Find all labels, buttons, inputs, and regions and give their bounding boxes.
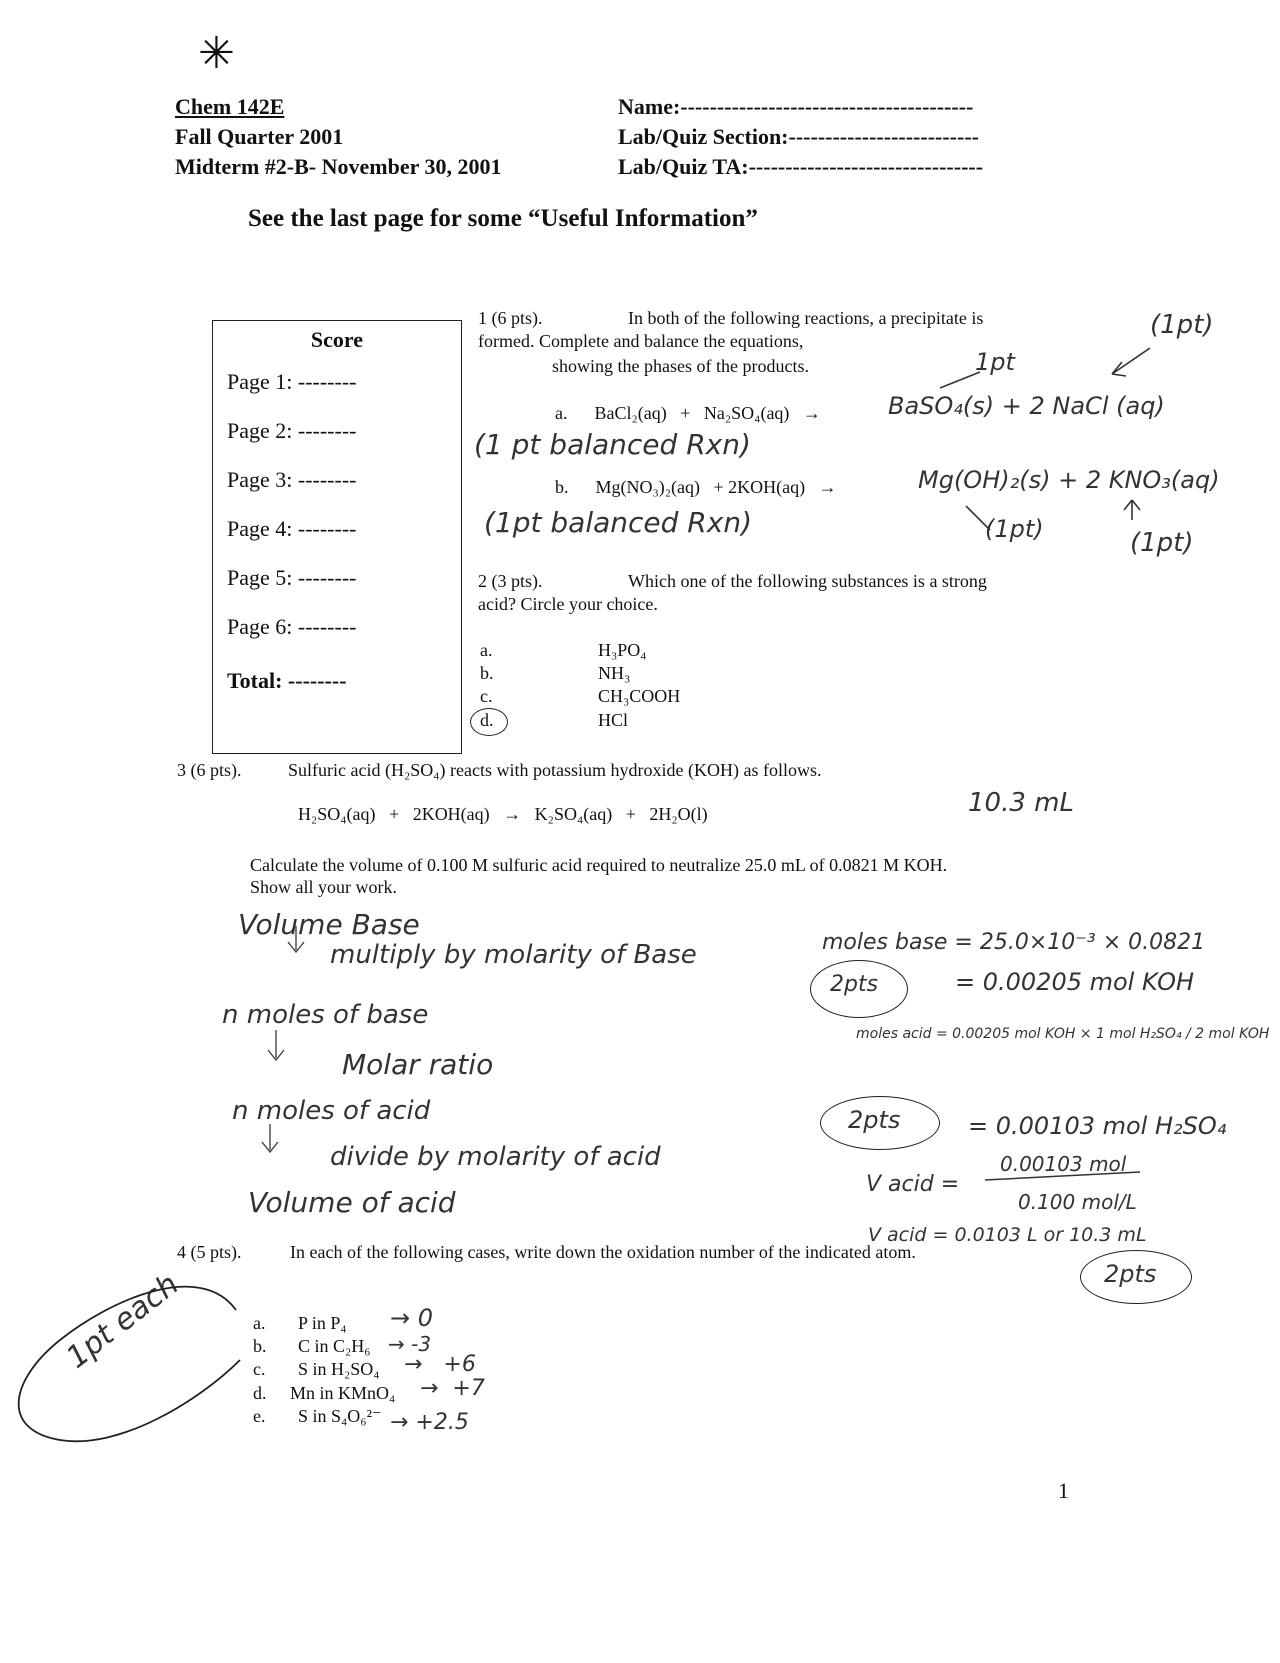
q1-answer-a: BaSO₄(s) + 2 NaCl (aq) <box>888 392 1165 420</box>
score-row: Page 6: -------- <box>227 614 357 639</box>
q1-balanced-a: (1 pt balanced Rxn) <box>474 428 751 461</box>
q1-point-c: (1pt) <box>985 515 1044 543</box>
q2-option-formula: CH₃COOH <box>598 686 681 706</box>
q2-text-line1: Which one of the following substances is a strong <box>628 571 987 591</box>
q3-work-left: multiply by molarity of Base <box>330 940 697 970</box>
q4-item-text: Mn in KMnO₄ <box>290 1383 396 1403</box>
q2-option-letter: b. <box>480 663 494 683</box>
q1-balanced-b: (1pt balanced Rxn) <box>484 506 752 539</box>
score-row: Page 4: -------- <box>227 516 357 541</box>
q4-item-answer: → +7 <box>420 1376 485 1401</box>
q1-point-a: 1pt <box>975 348 1015 376</box>
q4-item-answer: → 0 <box>390 1304 434 1332</box>
name-field: Name:---------------------------------------- <box>618 94 974 119</box>
q2-option-formula: H₃PO₄ <box>598 640 647 660</box>
q1-text-line2: formed. Complete and balance the equations, <box>478 331 804 351</box>
q3-work-right: V acid = <box>866 1172 960 1197</box>
q4-item-answer: → -3 <box>388 1332 432 1356</box>
q3-text: Sulfuric acid (H₂SO₄) reacts with potassium hydroxide (KOH) as follows. <box>288 760 822 780</box>
q1-answer-b: Mg(OH)₂(s) + 2 KNO₃(aq) <box>918 466 1220 494</box>
q1-reaction-a: a. BaCl₂(aq) + Na₂SO₄(aq) → <box>555 403 821 423</box>
q3-work-left: Volume Base <box>238 908 420 941</box>
q4-item-letter: d. <box>253 1383 267 1403</box>
q2-option-letter: c. <box>480 686 493 706</box>
q4-item-text: S in H₂SO₄ <box>298 1359 380 1379</box>
q4-item-letter: b. <box>253 1336 267 1356</box>
q3-points-label: 2pts <box>848 1106 901 1134</box>
q3-work-right: moles base = 25.0×10⁻³ × 0.0821 <box>822 930 1206 955</box>
q3-work-left: Molar ratio <box>342 1048 494 1081</box>
q3-task-line2: Show all your work. <box>250 877 397 897</box>
q3-points-label: 2pts <box>830 972 879 997</box>
q1-point-d: (1pt) <box>1130 528 1194 558</box>
q1-head: 1 (6 pts). <box>478 308 543 328</box>
q1-text-line3: showing the phases of the products. <box>552 356 809 376</box>
q3-work-right: = 0.00103 mol H₂SO₄ <box>968 1112 1227 1140</box>
q4-item-text: P in P₄ <box>298 1313 347 1333</box>
q2-option-letter: d. <box>480 710 494 730</box>
q3-work-right: = 0.00205 mol KOH <box>955 968 1195 996</box>
q4-item-answer: → +2.5 <box>390 1410 469 1435</box>
q4-item-answer: → +6 <box>404 1352 476 1377</box>
q4-head: 4 (5 pts). <box>177 1242 242 1262</box>
q1-reaction-b: b. Mg(NO₃)₂(aq) + 2KOH(aq) → <box>555 477 837 497</box>
q3-work-left: n moles of acid <box>232 1096 431 1126</box>
score-row: Page 3: -------- <box>227 467 357 492</box>
q3-final-answer: 10.3 mL <box>968 788 1074 818</box>
q3-points-label: 2pts <box>1104 1260 1157 1288</box>
score-title: Score <box>310 327 364 352</box>
q4-item-letter: a. <box>253 1313 266 1333</box>
q3-equation: H₂SO₄(aq) + 2KOH(aq) → K₂SO₄(aq) + 2H₂O(l) <box>298 804 708 824</box>
q4-text: In each of the following cases, write down the oxidation number of the indicated atom. <box>290 1242 916 1262</box>
q3-work-left: Volume of acid <box>248 1186 456 1219</box>
q3-work-right: 0.100 mol/L <box>1018 1190 1137 1214</box>
useful-info-note: See the last page for some “Useful Information” <box>248 205 758 232</box>
q4-points-note: 1pt each <box>60 1266 186 1376</box>
quarter-label: Fall Quarter 2001 <box>175 124 344 149</box>
q4-item-letter: e. <box>253 1406 266 1426</box>
q4-item-text: S in S₄O₆²⁻ <box>298 1406 382 1426</box>
score-row: Page 5: -------- <box>227 565 357 590</box>
q2-option-formula: NH₃ <box>598 663 631 683</box>
q4-item-text: C in C₂H₆ <box>298 1336 371 1356</box>
q2-option-letter: a. <box>480 640 493 660</box>
score-row: Page 2: -------- <box>227 418 357 443</box>
q2-option-formula: HCl <box>598 710 629 730</box>
score-row: Page 1: -------- <box>227 369 357 394</box>
course-title: Chem 142E <box>175 94 285 119</box>
score-total: Total: -------- <box>227 668 347 693</box>
q3-work-left: divide by molarity of acid <box>330 1142 661 1172</box>
q3-work-right: 0.00103 mol <box>1000 1152 1127 1176</box>
ta-field: Lab/Quiz TA:-------------------------------- <box>618 154 984 179</box>
q2-head: 2 (3 pts). <box>478 571 543 591</box>
q3-task-line1: Calculate the volume of 0.100 M sulfuric acid required to neutralize 25.0 mL of 0.0821 M KOH. <box>250 855 948 875</box>
q3-head: 3 (6 pts). <box>177 760 242 780</box>
q3-work-right: V acid = 0.0103 L or 10.3 mL <box>868 1224 1147 1246</box>
exam-label: Midterm #2-B- November 30, 2001 <box>175 154 502 179</box>
page-number: 1 <box>1058 1478 1069 1503</box>
star-mark: ✳ <box>198 29 235 78</box>
q1-text-line1: In both of the following reactions, a precipitate is <box>628 308 984 328</box>
q3-work-right: moles acid = 0.00205 mol KOH × 1 mol H₂SO₄ / 2 mol KOH <box>856 1026 1270 1042</box>
q1-point-b: (1pt) <box>1150 310 1214 340</box>
section-field: Lab/Quiz Section:-------------------------- <box>618 124 979 149</box>
q2-text-line2: acid? Circle your choice. <box>478 594 658 614</box>
q3-work-left: n moles of base <box>222 1000 429 1030</box>
q4-item-letter: c. <box>253 1359 266 1379</box>
